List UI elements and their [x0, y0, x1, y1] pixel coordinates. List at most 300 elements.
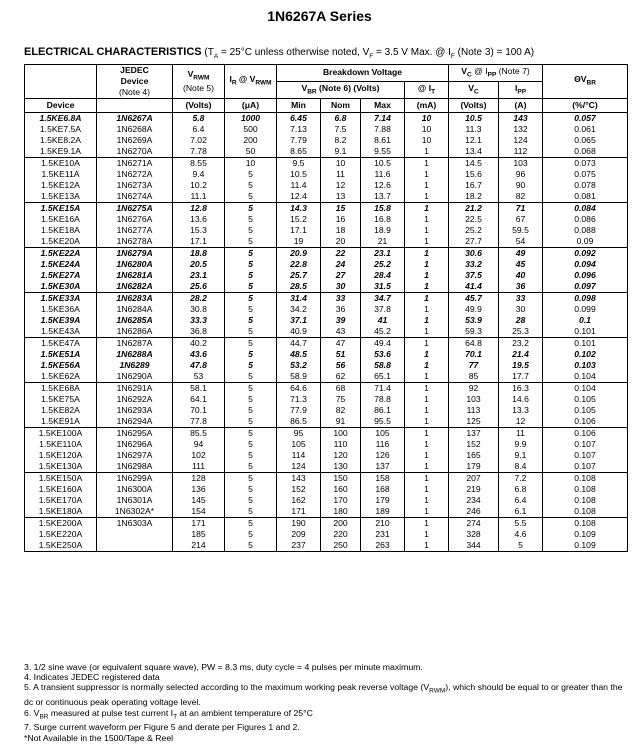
cell-vbr-max: 11.6 — [361, 169, 405, 180]
cell-ir: 50 — [225, 146, 277, 158]
cell-device: 1.5KE18A — [25, 225, 97, 236]
cell-it: 1 — [405, 338, 449, 350]
cell-vbr-min: 6.45 — [277, 113, 321, 125]
cell-vbr-nom: 43 — [321, 326, 361, 338]
cell-jedec-device: 1N6298A — [97, 461, 173, 473]
cell-vc: 234 — [449, 495, 499, 506]
cell-vbr-min: 20.9 — [277, 248, 321, 260]
cell-jedec-device: 1N6274A — [97, 191, 173, 203]
table-row — [25, 281, 628, 293]
cell-vc: 92 — [449, 383, 499, 395]
table-row — [25, 383, 628, 395]
cell-ir: 5 — [225, 450, 277, 461]
cell-it: 1 — [405, 158, 449, 170]
cell-vbr-min: 95 — [277, 428, 321, 440]
cell-ipp: 45 — [499, 259, 543, 270]
cell-vbr-max: 8.61 — [361, 135, 405, 146]
cell-vc: 53.9 — [449, 315, 499, 326]
cell-vc: 13.4 — [449, 146, 499, 158]
cell-vbr-nom: 75 — [321, 394, 361, 405]
cell-vbr-nom: 47 — [321, 338, 361, 350]
section-heading-sub: F — [369, 53, 374, 60]
cell-ir: 5 — [225, 529, 277, 540]
cell-ir: 5 — [225, 259, 277, 270]
cell-vbr-max: 7.88 — [361, 124, 405, 135]
cell-vrwm: 40.2 — [173, 338, 225, 350]
cell-theta-vbr: 0.092 — [543, 248, 628, 260]
cell-vbr-nom: 130 — [321, 461, 361, 473]
table-row — [25, 473, 628, 485]
cell-vrwm: 154 — [173, 506, 225, 518]
breakdown-voltage-header: Breakdown Voltage — [277, 65, 449, 82]
cell-vbr-nom: 56 — [321, 360, 361, 371]
cell-ipp: 124 — [499, 135, 543, 146]
cell-ipp: 36 — [499, 281, 543, 293]
cell-vrwm: 77.8 — [173, 416, 225, 428]
cell-it: 1 — [405, 360, 449, 371]
cell-vbr-min: 64.6 — [277, 383, 321, 395]
cell-vrwm: 128 — [173, 473, 225, 485]
table-row — [25, 169, 628, 180]
cell-it: 1 — [405, 371, 449, 383]
cell-vbr-nom: 11 — [321, 169, 361, 180]
cell-jedec-device: 1N6293A — [97, 405, 173, 416]
cell-ir: 5 — [225, 461, 277, 473]
cell-jedec-device: 1N6287A — [97, 338, 173, 350]
cell-vc: 27.7 — [449, 236, 499, 248]
cell-vbr-min: 171 — [277, 506, 321, 518]
cell-vc: 85 — [449, 371, 499, 383]
cell-vbr-max: 137 — [361, 461, 405, 473]
col-ipp-unit: (A) — [499, 99, 543, 113]
cell-vbr-max: 10.5 — [361, 158, 405, 170]
table-row — [25, 450, 628, 461]
cell-theta-vbr: 0.108 — [543, 495, 628, 506]
cell-vbr-min: 53.2 — [277, 360, 321, 371]
cell-it: 1 — [405, 169, 449, 180]
cell-ipp: 23.2 — [499, 338, 543, 350]
cell-vrwm: 94 — [173, 439, 225, 450]
section-heading-text: (Note 3) = 100 A) — [454, 47, 535, 58]
cell-ir: 5 — [225, 281, 277, 293]
cell-ipp: 71 — [499, 203, 543, 215]
cell-vrwm: 43.6 — [173, 349, 225, 360]
cell-device: 1.5KE82A — [25, 405, 97, 416]
vc-subheader: $V_C$ — [449, 81, 499, 98]
cell-jedec-device: 1N6276A — [97, 214, 173, 225]
cell-vbr-nom: 200 — [321, 518, 361, 530]
cell-vbr-nom: 30 — [321, 281, 361, 293]
cell-theta-vbr: 0.09 — [543, 236, 628, 248]
cell-vbr-min: 7.13 — [277, 124, 321, 135]
cell-device: 1.5KE10A — [25, 158, 97, 170]
table-row — [25, 225, 628, 236]
table-row — [25, 540, 628, 552]
cell-ir: 5 — [225, 169, 277, 180]
cell-vbr-max: 168 — [361, 484, 405, 495]
cell-jedec-device: 1N6296A — [97, 439, 173, 450]
cell-theta-vbr: 0.094 — [543, 259, 628, 270]
cell-theta-vbr: 0.106 — [543, 416, 628, 428]
cell-vbr-min: 40.9 — [277, 326, 321, 338]
cell-jedec-device: 1N6279A — [97, 248, 173, 260]
cell-device: 1.5KE20A — [25, 236, 97, 248]
cell-vrwm: 15.3 — [173, 225, 225, 236]
cell-vc: 219 — [449, 484, 499, 495]
cell-jedec-device: 1N6267A — [97, 113, 173, 125]
cell-vc: 21.2 — [449, 203, 499, 215]
cell-theta-vbr: 0.096 — [543, 270, 628, 281]
cell-vbr-nom: 6.8 — [321, 113, 361, 125]
cell-device: 1.5KE100A — [25, 428, 97, 440]
cell-vbr-max: 78.8 — [361, 394, 405, 405]
cell-vbr-nom: 16 — [321, 214, 361, 225]
cell-device: 1.5KE56A — [25, 360, 97, 371]
cell-vbr-nom: 12 — [321, 180, 361, 191]
cell-vrwm: 11.1 — [173, 191, 225, 203]
cell-theta-vbr: 0.101 — [543, 326, 628, 338]
cell-theta-vbr: 0.108 — [543, 484, 628, 495]
cell-vrwm: 8.55 — [173, 158, 225, 170]
table-row — [25, 158, 628, 170]
cell-theta-vbr: 0.102 — [543, 349, 628, 360]
cell-it: 1 — [405, 461, 449, 473]
cell-ipp: 9.9 — [499, 439, 543, 450]
cell-ipp: 90 — [499, 180, 543, 191]
row-group — [25, 293, 628, 338]
cell-ir: 5 — [225, 326, 277, 338]
cell-vbr-min: 19 — [277, 236, 321, 248]
cell-ir: 5 — [225, 383, 277, 395]
cell-vbr-nom: 91 — [321, 416, 361, 428]
col-it-unit: (mA) — [405, 99, 449, 113]
cell-vbr-max: 13.7 — [361, 191, 405, 203]
cell-jedec-device: 1N6280A — [97, 259, 173, 270]
cell-vrwm: 25.6 — [173, 281, 225, 293]
cell-device: 1.5KE16A — [25, 214, 97, 225]
cell-ipp: 82 — [499, 191, 543, 203]
cell-vbr-min: 9.5 — [277, 158, 321, 170]
cell-vbr-max: 65.1 — [361, 371, 405, 383]
cell-vc: 41.4 — [449, 281, 499, 293]
cell-device: 1.5KE150A — [25, 473, 97, 485]
cell-jedec-device: 1N6281A — [97, 270, 173, 281]
section-heading-sub: F — [450, 53, 455, 60]
cell-jedec-device: 1N6269A — [97, 135, 173, 146]
cell-vrwm: 171 — [173, 518, 225, 530]
cell-vbr-nom: 120 — [321, 450, 361, 461]
cell-jedec-device: 1N6299A — [97, 473, 173, 485]
cell-vc: 49.9 — [449, 304, 499, 315]
cell-vbr-min: 31.4 — [277, 293, 321, 305]
cell-vrwm: 36.8 — [173, 326, 225, 338]
cell-theta-vbr: 0.109 — [543, 540, 628, 552]
cell-it: 1 — [405, 495, 449, 506]
cell-it: 1 — [405, 248, 449, 260]
device-header-blank — [25, 65, 97, 99]
cell-jedec-device: 1N6282A — [97, 281, 173, 293]
cell-theta-vbr: 0.108 — [543, 518, 628, 530]
cell-it: 1 — [405, 270, 449, 281]
cell-vrwm: 6.4 — [173, 124, 225, 135]
cell-theta-vbr: 0.084 — [543, 203, 628, 215]
col-vc-unit: (Volts) — [449, 99, 499, 113]
cell-vbr-max: 12.6 — [361, 180, 405, 191]
cell-vbr-min: 22.8 — [277, 259, 321, 270]
table-row — [25, 495, 628, 506]
cell-theta-vbr: 0.099 — [543, 304, 628, 315]
cell-vc: 33.2 — [449, 259, 499, 270]
cell-vbr-max: 105 — [361, 428, 405, 440]
cell-vbr-min: 28.5 — [277, 281, 321, 293]
note-6: 6. $V_{BR}$ measured at pulse test current $I_T$ at an ambient temperature of 25°C — [24, 707, 313, 721]
cell-vrwm: 64.1 — [173, 394, 225, 405]
cell-vbr-min: 7.79 — [277, 135, 321, 146]
section-heading-text: (T — [201, 47, 214, 58]
cell-vbr-max: 15.8 — [361, 203, 405, 215]
cell-theta-vbr: 0.078 — [543, 180, 628, 191]
cell-vbr-max: 31.5 — [361, 281, 405, 293]
table-row — [25, 180, 628, 191]
cell-vbr-max: 179 — [361, 495, 405, 506]
table-row — [25, 518, 628, 530]
table-row — [25, 349, 628, 360]
cell-device: 1.5KE12A — [25, 180, 97, 191]
cell-theta-vbr: 0.105 — [543, 394, 628, 405]
cell-vbr-min: 237 — [277, 540, 321, 552]
cell-jedec-device: 1N6277A — [97, 225, 173, 236]
cell-jedec-device: 1N6283A — [97, 293, 173, 305]
cell-jedec-device: 1N6297A — [97, 450, 173, 461]
cell-vbr-nom: 13 — [321, 191, 361, 203]
cell-jedec-device: 1N6291A — [97, 383, 173, 395]
cell-ir: 5 — [225, 473, 277, 485]
cell-vbr-max: 25.2 — [361, 259, 405, 270]
cell-vc: 64.8 — [449, 338, 499, 350]
vbr-header: $V_{BR}$ (Note 6) (Volts) — [277, 81, 405, 98]
table-row — [25, 293, 628, 305]
cell-vc: 18.2 — [449, 191, 499, 203]
cell-it: 1 — [405, 281, 449, 293]
cell-vrwm: 5.8 — [173, 113, 225, 125]
cell-device: 1.5KE11A — [25, 169, 97, 180]
note-3: 3. 1/2 sine wave (or equivalent square wave), PW = 8.3 ms, duty cycle = 4 pulses per minute maximum. — [24, 662, 423, 672]
cell-vbr-nom: 62 — [321, 371, 361, 383]
cell-jedec-device: 1N6270A — [97, 146, 173, 158]
cell-vrwm: 70.1 — [173, 405, 225, 416]
cell-vrwm: 17.1 — [173, 236, 225, 248]
cell-vbr-nom: 170 — [321, 495, 361, 506]
cell-vc: 45.7 — [449, 293, 499, 305]
cell-vbr-max: 86.1 — [361, 405, 405, 416]
cell-vbr-min: 15.2 — [277, 214, 321, 225]
cell-theta-vbr: 0.106 — [543, 428, 628, 440]
cell-ipp: 59.5 — [499, 225, 543, 236]
cell-ir: 5 — [225, 540, 277, 552]
cell-theta-vbr: 0.088 — [543, 225, 628, 236]
cell-ir: 5 — [225, 349, 277, 360]
cell-vbr-max: 189 — [361, 506, 405, 518]
cell-theta-vbr: 0.061 — [543, 124, 628, 135]
cell-vbr-max: 28.4 — [361, 270, 405, 281]
cell-vc: 11.3 — [449, 124, 499, 135]
cell-vrwm: 136 — [173, 484, 225, 495]
cell-vbr-min: 48.5 — [277, 349, 321, 360]
cell-it: 1 — [405, 349, 449, 360]
theta-vbr-header: $\Theta V_{BR}$ — [543, 65, 628, 99]
cell-it: 1 — [405, 293, 449, 305]
vrwm-header: $V_{RWM}$ (Note 5) — [173, 65, 225, 99]
cell-ir: 5 — [225, 270, 277, 281]
cell-vc: 103 — [449, 394, 499, 405]
cell-ir: 5 — [225, 506, 277, 518]
cell-device: 1.5KE9.1A — [25, 146, 97, 158]
cell-vc: 152 — [449, 439, 499, 450]
vc-ipp-header: $V_C$ @ $I_{PP}$ (Note 7) — [449, 65, 543, 82]
cell-it: 1 — [405, 191, 449, 203]
table-row — [25, 113, 628, 125]
cell-it: 1 — [405, 394, 449, 405]
cell-vrwm: 53 — [173, 371, 225, 383]
section-heading-text: = 3.5 V Max. @ I — [373, 47, 451, 58]
cell-jedec-device: 1N6268A — [97, 124, 173, 135]
section-heading-text: = 25°C unless otherwise noted, V — [218, 47, 370, 58]
cell-jedec-device: 1N6295A — [97, 428, 173, 440]
cell-vrwm: 20.5 — [173, 259, 225, 270]
cell-vrwm: 185 — [173, 529, 225, 540]
cell-device: 1.5KE120A — [25, 450, 97, 461]
table-row — [25, 439, 628, 450]
cell-device: 1.5KE47A — [25, 338, 97, 350]
cell-theta-vbr: 0.104 — [543, 383, 628, 395]
cell-vrwm: 111 — [173, 461, 225, 473]
cell-ipp: 30 — [499, 304, 543, 315]
cell-vbr-max: 158 — [361, 473, 405, 485]
cell-device: 1.5KE130A — [25, 461, 97, 473]
table-row — [25, 146, 628, 158]
cell-ipp: 21.4 — [499, 349, 543, 360]
cell-theta-vbr: 0.1 — [543, 315, 628, 326]
table-row — [25, 124, 628, 135]
cell-device: 1.5KE24A — [25, 259, 97, 270]
table-row — [25, 506, 628, 518]
cell-it: 1 — [405, 304, 449, 315]
cell-vbr-min: 17.1 — [277, 225, 321, 236]
row-group — [25, 113, 628, 158]
cell-device: 1.5KE22A — [25, 248, 97, 260]
cell-vbr-nom: 9.1 — [321, 146, 361, 158]
cell-ir: 5 — [225, 203, 277, 215]
table-row — [25, 405, 628, 416]
cell-ipp: 14.6 — [499, 394, 543, 405]
cell-jedec-device: 1N6273A — [97, 180, 173, 191]
cell-theta-vbr: 0.057 — [543, 113, 628, 125]
table-row — [25, 304, 628, 315]
cell-vbr-nom: 8.2 — [321, 135, 361, 146]
cell-vbr-nom: 33 — [321, 293, 361, 305]
cell-vrwm: 214 — [173, 540, 225, 552]
cell-jedec-device: 1N6294A — [97, 416, 173, 428]
cell-ipp: 6.8 — [499, 484, 543, 495]
cell-ipp: 9.1 — [499, 450, 543, 461]
cell-vrwm: 102 — [173, 450, 225, 461]
cell-ir: 200 — [225, 135, 277, 146]
note-not-available: *Not Available in the 1500/Tape & Reel — [24, 732, 174, 743]
cell-vrwm: 18.8 — [173, 248, 225, 260]
cell-vbr-max: 37.8 — [361, 304, 405, 315]
cell-vbr-min: 209 — [277, 529, 321, 540]
cell-vc: 22.5 — [449, 214, 499, 225]
cell-device: 1.5KE30A — [25, 281, 97, 293]
cell-ipp: 7.2 — [499, 473, 543, 485]
cell-device: 1.5KE8.2A — [25, 135, 97, 146]
cell-it: 1 — [405, 315, 449, 326]
cell-ir: 5 — [225, 484, 277, 495]
cell-it: 1 — [405, 180, 449, 191]
cell-vbr-min: 37.1 — [277, 315, 321, 326]
cell-vbr-max: 21 — [361, 236, 405, 248]
cell-vbr-min: 124 — [277, 461, 321, 473]
cell-vbr-min: 58.9 — [277, 371, 321, 383]
table-row — [25, 259, 628, 270]
cell-vbr-max: 9.55 — [361, 146, 405, 158]
row-group — [25, 518, 628, 552]
cell-vrwm: 33.3 — [173, 315, 225, 326]
cell-theta-vbr: 0.081 — [543, 191, 628, 203]
row-group — [25, 473, 628, 518]
cell-it: 1 — [405, 428, 449, 440]
cell-vbr-min: 190 — [277, 518, 321, 530]
table-row — [25, 326, 628, 338]
cell-ipp: 67 — [499, 214, 543, 225]
cell-ipp: 112 — [499, 146, 543, 158]
cell-vc: 344 — [449, 540, 499, 552]
cell-device: 1.5KE160A — [25, 484, 97, 495]
col-jedec-blank — [97, 99, 173, 113]
table-row — [25, 338, 628, 350]
cell-vbr-min: 14.3 — [277, 203, 321, 215]
cell-vbr-nom: 250 — [321, 540, 361, 552]
cell-ipp: 5 — [499, 540, 543, 552]
cell-vbr-min: 12.4 — [277, 191, 321, 203]
row-group — [25, 383, 628, 428]
cell-vbr-nom: 15 — [321, 203, 361, 215]
cell-ir: 5 — [225, 180, 277, 191]
cell-device: 1.5KE220A — [25, 529, 97, 540]
table-row — [25, 191, 628, 203]
cell-device: 1.5KE36A — [25, 304, 97, 315]
cell-it: 1 — [405, 450, 449, 461]
table-row — [25, 236, 628, 248]
cell-theta-vbr: 0.065 — [543, 135, 628, 146]
cell-ir: 5 — [225, 360, 277, 371]
cell-ir: 5 — [225, 236, 277, 248]
cell-vc: 25.2 — [449, 225, 499, 236]
cell-it: 10 — [405, 124, 449, 135]
row-group — [25, 338, 628, 383]
cell-ipp: 13.3 — [499, 405, 543, 416]
section-heading-sub: A — [213, 53, 219, 60]
col-device: Device — [25, 99, 97, 113]
ir-header: $I_R$ @ $V_{RWM}$ — [225, 65, 277, 99]
cell-device: 1.5KE62A — [25, 371, 97, 383]
col-ir-unit: (μA) — [225, 99, 277, 113]
col-nom: Nom — [321, 99, 361, 113]
cell-jedec-device — [97, 540, 173, 552]
cell-vc: 14.5 — [449, 158, 499, 170]
cell-vbr-max: 116 — [361, 439, 405, 450]
cell-vbr-max: 53.6 — [361, 349, 405, 360]
